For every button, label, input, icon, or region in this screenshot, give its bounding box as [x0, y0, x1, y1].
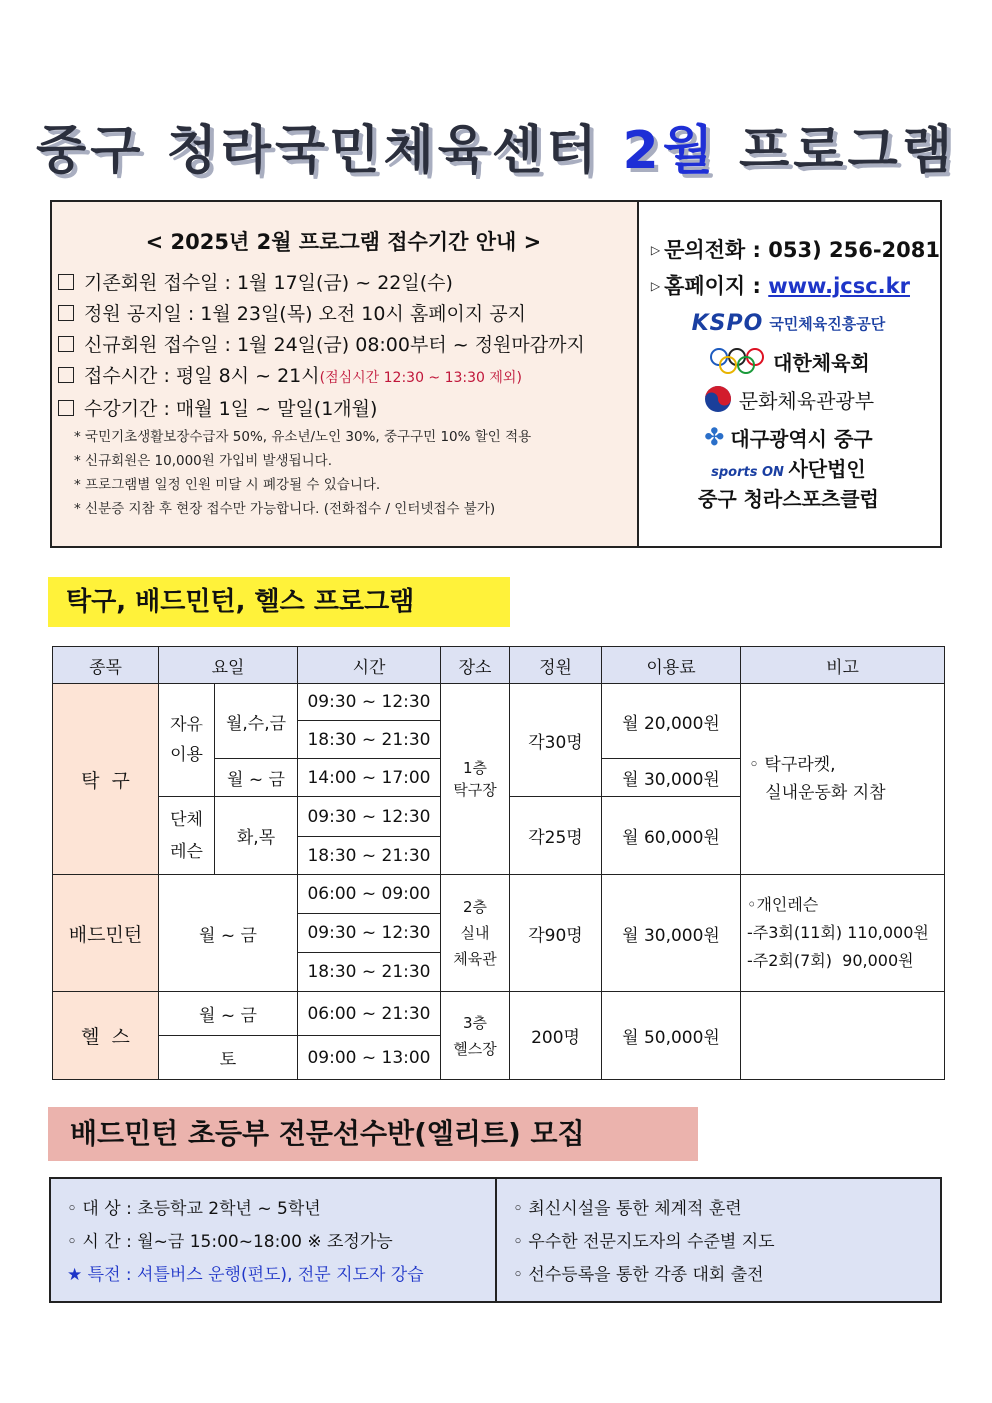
days-cell: 화,목 [215, 797, 298, 875]
cancel-note: * 프로그램별 일정 인원 미달 시 폐강될 수 있습니다. [74, 477, 381, 493]
kspo-logo [651, 304, 926, 342]
club-logo [651, 456, 926, 513]
elite-info-box [49, 1177, 942, 1303]
benefit-item: ◦ 최신시설을 통한 체계적 훈련 [513, 1199, 742, 1219]
title-text-end: 프로그램 [716, 121, 956, 181]
program-section-title: 탁구, 배드민턴, 헬스 프로그램 [48, 577, 510, 627]
mcst-name: 문화체육관광부 [738, 388, 875, 413]
mcst-logo [651, 380, 926, 418]
sport-table-tennis: 탁 구 [53, 684, 159, 875]
table-row [53, 992, 945, 1036]
checkbox-icon [58, 400, 74, 416]
junggu-logo [651, 418, 926, 456]
column-header: 장소 [441, 647, 510, 684]
time-cell: 06:00 ~ 21:30 [298, 992, 441, 1036]
column-header: 종목 [53, 647, 159, 684]
days-cell: 월 ~ 금 [159, 992, 298, 1036]
column-header: 정원 [510, 647, 602, 684]
registration-info-box [50, 200, 942, 548]
kspo-mark: KSPO [691, 310, 764, 336]
time-cell: 09:30 ~ 12:30 [298, 914, 441, 953]
table-row [53, 875, 945, 914]
fee-cell: 월 50,000원 [602, 992, 741, 1080]
free-use-label: 자유 이용 [159, 684, 215, 797]
time-cell: 14:00 ~ 17:00 [298, 759, 441, 797]
checkbox-icon [58, 367, 74, 383]
club-name: 중구 청라스포츠클럽 [698, 487, 879, 511]
checkbox-icon [58, 305, 74, 321]
fee-cell: 월 20,000원 [602, 684, 741, 759]
triangle-right-icon: ▷ [650, 243, 661, 257]
homepage-link[interactable]: www.jcsc.kr [768, 274, 910, 298]
capacity-cell: 200명 [510, 992, 602, 1080]
remarks-cell: ◦ 탁구라켓, 실내운동화 지참 [741, 684, 945, 875]
notice-item-text: 신규회원 접수일 : 1월 24일(금) 08:00부터 ~ 정원마감까지 [84, 334, 585, 356]
phone-line [651, 232, 940, 268]
triangle-right-icon: ▷ [650, 279, 661, 293]
capacity-cell: 각25명 [510, 797, 602, 875]
notice-item [58, 268, 629, 299]
junggu-emblem-icon: ✤ [704, 423, 725, 451]
group-lesson-label: 단체 레슨 [159, 797, 215, 875]
phone-text: 문의전화 : 053) 256-2081 [664, 238, 940, 262]
homepage-label: 홈페이지 : [664, 274, 769, 298]
days-cell: 토 [159, 1036, 298, 1080]
notice-item-text: 정원 공지일 : 1월 23일(목) 오전 10시 홈페이지 공지 [84, 303, 527, 325]
place-cell: 3층 헬스장 [441, 992, 510, 1080]
notice-item-text: 기존회원 접수일 : 1월 17일(금) ~ 22일(수) [84, 272, 453, 294]
fee-cell: 월 30,000원 [602, 759, 741, 797]
column-header: 시간 [298, 647, 441, 684]
table-header-row [53, 647, 945, 684]
notice-item [58, 299, 629, 330]
days-cell: 월,수,금 [215, 684, 298, 759]
fee-cell: 월 30,000원 [602, 875, 741, 992]
elite-section-title: 배드민턴 초등부 전문선수반(엘리트) 모집 [48, 1107, 698, 1161]
page-title [0, 108, 992, 183]
time-cell: 09:30 ~ 12:30 [298, 797, 441, 837]
elite-benefits [497, 1179, 940, 1301]
registration-notice [52, 202, 639, 546]
place-cell: 2층 실내 체육관 [441, 875, 510, 992]
time-cell: 09:00 ~ 13:00 [298, 1036, 441, 1080]
sport-badminton: 배드민턴 [53, 875, 159, 992]
table-row [53, 684, 945, 721]
notice-heading: < 2025년 2월 프로그램 접수기간 안내 > [145, 230, 542, 254]
notice-item [58, 394, 629, 425]
junggu-name: 대구광역시 중구 [730, 426, 873, 451]
olympic-rings-icon [707, 346, 767, 376]
id-note: * 신분증 지참 후 현장 접수만 가능합니다. (전화접수 / 인터넷접수 불가) [74, 501, 496, 517]
column-header: 이용료 [602, 647, 741, 684]
column-header: 요일 [159, 647, 298, 684]
checkbox-icon [58, 336, 74, 352]
remarks-cell [741, 992, 945, 1080]
remarks-cell: ◦개인레슨 -주3회(11회) 110,000원 -주2회(7회) 90,000원 [741, 875, 945, 992]
ksoc-name: 대한체육회 [773, 350, 870, 375]
notice-item [58, 330, 629, 361]
time-cell: 18:30 ~ 21:30 [298, 953, 441, 992]
sport-gym: 헬 스 [53, 992, 159, 1080]
elite-details [51, 1179, 497, 1301]
elite-perk: ★ 특전 : 셔틀버스 운행(편도), 전문 지도자 강습 [67, 1265, 424, 1285]
capacity-cell: 각30명 [510, 684, 602, 797]
ksoc-logo [651, 342, 926, 380]
title-text: 중구 청라국민체육센터 [36, 121, 623, 181]
notice-item [58, 361, 629, 394]
benefit-item: ◦ 우수한 전문지도자의 수준별 지도 [513, 1232, 775, 1252]
kspo-name: 국민체육진흥공단 [769, 314, 886, 333]
fee-note: * 신규회원은 10,000원 가입비 발생됩니다. [74, 453, 333, 469]
days-cell: 월 ~ 금 [159, 875, 298, 992]
taegeuk-icon [703, 384, 733, 414]
place-cell: 1층 탁구장 [441, 684, 510, 875]
program-table [52, 646, 945, 1080]
sportson-mark: sports ON [711, 465, 789, 480]
column-header: 비고 [741, 647, 945, 684]
checkbox-icon [58, 274, 74, 290]
lunch-break-note: (점심시간 12:30 ~ 13:30 제외) [319, 370, 522, 386]
elite-time: ◦ 시 간 : 월~금 15:00~18:00 ※ 조정가능 [67, 1232, 393, 1252]
title-month: 2월 [622, 121, 717, 181]
elite-target: ◦ 대 상 : 초등학교 2학년 ~ 5학년 [67, 1199, 321, 1219]
days-cell: 월 ~ 금 [215, 759, 298, 797]
discount-note: * 국민기초생활보장수급자 50%, 유소년/노인 30%, 중구구민 10% 할인 적용 [74, 429, 532, 445]
notice-item-text: 접수시간 : 평일 8시 ~ 21시 [84, 365, 320, 387]
contact-panel [639, 202, 940, 546]
club-type: 사단법인 [788, 457, 866, 481]
homepage-line [651, 268, 940, 304]
capacity-cell: 각90명 [510, 875, 602, 992]
time-cell: 18:30 ~ 21:30 [298, 721, 441, 759]
fee-cell: 월 60,000원 [602, 797, 741, 875]
time-cell: 06:00 ~ 09:00 [298, 875, 441, 914]
notice-item-text: 수강기간 : 매월 1일 ~ 말일(1개월) [84, 398, 378, 420]
time-cell: 09:30 ~ 12:30 [298, 684, 441, 721]
time-cell: 18:30 ~ 21:30 [298, 837, 441, 875]
benefit-item: ◦ 선수등록을 통한 각종 대회 출전 [513, 1265, 764, 1285]
